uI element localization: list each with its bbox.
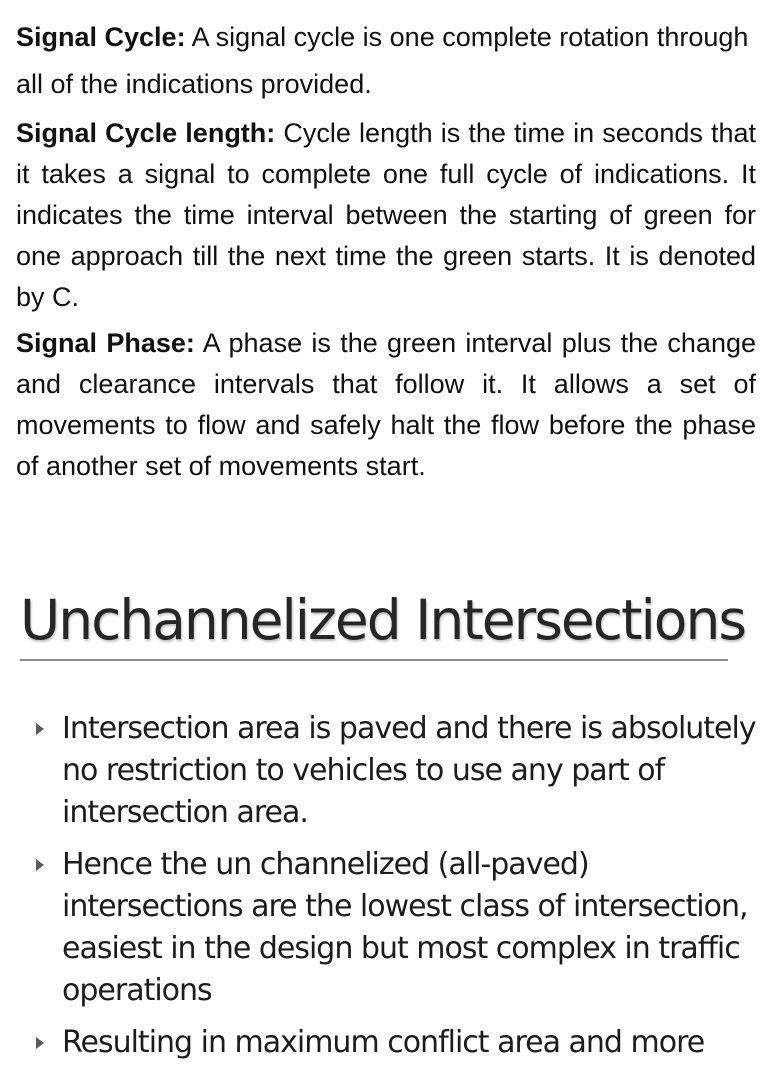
definition-text: Cycle length is the time in seconds that it takes a signal to complete one full cycle of indications. It indicates the time interval between the starting of green for one approach till the next time the green starts. It is denoted by C. [16, 118, 757, 312]
bullet-text: Intersection area is paved and there is absolutely no restriction to vehicles to use any part of intersection area. [62, 711, 756, 830]
definition-text: A phase is the green interval plus the change and clearance intervals that follow it. It allows a set of movements to flow and safely halt the flow before the phase of another set of movements start. [16, 328, 756, 481]
definitions-section [16, 14, 756, 487]
title-underline [20, 659, 728, 661]
bullet-text: Hence the un channelized (all-paved) intersections are the lowest class of intersection, easiest in the design but most complex in traffic operations [62, 847, 748, 1008]
bullet-item [36, 1022, 756, 1064]
slide-title: Unchannelized Intersections [20, 588, 745, 652]
bullet-text: Resulting in maximum conflict area and more [62, 1025, 705, 1060]
definition-signal-cycle [16, 14, 756, 108]
definition-text: A signal cycle is one complete rotation through all of the indications provided. [16, 22, 749, 99]
bullet-item [36, 844, 756, 1012]
triangle-bullet-icon [36, 723, 44, 735]
definition-signal-phase [16, 323, 756, 487]
bullet-list [36, 708, 756, 1074]
definition-term: Signal Phase: [16, 328, 195, 358]
triangle-bullet-icon [36, 859, 44, 871]
definition-term: Signal Cycle: [16, 22, 186, 52]
definition-signal-cycle-length [16, 113, 756, 318]
definition-term: Signal Cycle length: [16, 118, 276, 148]
slide-image [0, 580, 768, 1060]
triangle-bullet-icon [36, 1037, 44, 1049]
bullet-item [36, 708, 756, 834]
